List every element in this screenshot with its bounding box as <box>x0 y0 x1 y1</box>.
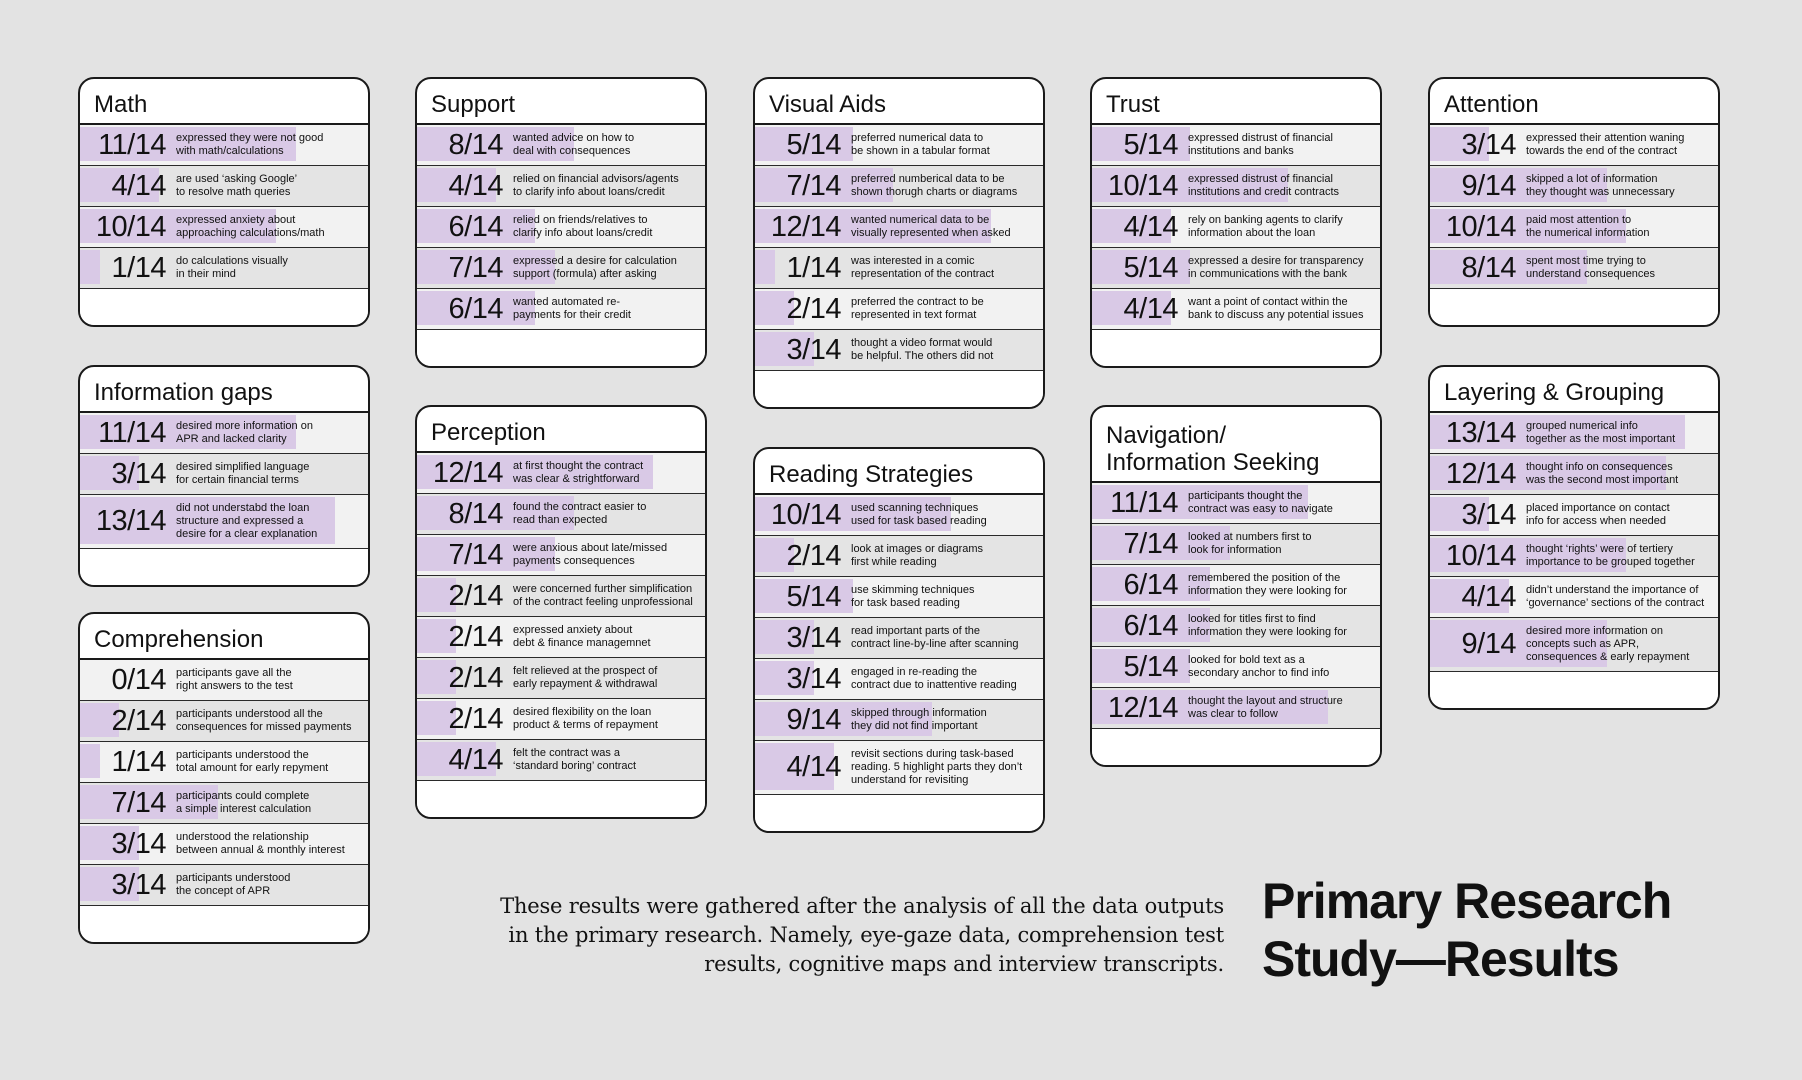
card-visual-aids <box>753 77 1045 409</box>
result-count: 7/14 <box>448 538 503 571</box>
result-description: wanted numerical data to be visually represented when asked <box>851 214 1011 239</box>
result-count: 8/14 <box>448 128 503 161</box>
result-count: 2/14 <box>786 292 841 325</box>
card-title: Support <box>417 79 705 125</box>
result-row <box>1430 207 1718 248</box>
result-description: were anxious about late/missed payments consequences <box>513 542 668 567</box>
result-description: thought ‘rights’ were of tertiery importance to be grouped together <box>1526 543 1695 568</box>
result-description: did not understabd the loan structure and expressed a desire for a clear explanation <box>176 502 318 540</box>
result-row <box>1092 125 1380 166</box>
result-count: 3/14 <box>111 868 166 901</box>
result-description: participants understood all the consequences for missed payments <box>176 708 352 733</box>
result-row <box>1092 524 1380 565</box>
result-count: 13/14 <box>95 505 166 537</box>
result-row <box>755 248 1043 289</box>
result-description: preferred numerical data to be shown in a tabular format <box>851 132 990 157</box>
result-description: thought the layout and structure was clear to follow <box>1188 695 1343 720</box>
result-row <box>417 125 705 166</box>
result-count: 3/14 <box>786 333 841 366</box>
result-row <box>80 865 368 906</box>
result-description: paid most attention to the numerical information <box>1526 214 1650 239</box>
result-count: 2/14 <box>448 661 503 694</box>
result-row <box>1092 207 1380 248</box>
card-title: Reading Strategies <box>755 449 1043 495</box>
result-count: 3/14 <box>786 621 841 654</box>
card-navigation-information-seeking <box>1090 405 1382 767</box>
result-row <box>1430 618 1718 672</box>
card-rows <box>417 453 705 781</box>
card-title: Attention <box>1430 79 1718 125</box>
result-count: 7/14 <box>786 169 841 202</box>
result-count: 4/14 <box>1461 580 1516 613</box>
result-row <box>755 207 1043 248</box>
result-row <box>755 618 1043 659</box>
result-description: rely on banking agents to clarify information about the loan <box>1188 214 1343 239</box>
result-description: felt relieved at the prospect of early repayment & withdrawal <box>513 665 658 690</box>
card-math <box>78 77 370 327</box>
result-count: 7/14 <box>448 251 503 284</box>
result-count: 10/14 <box>1445 210 1516 243</box>
result-row <box>1092 647 1380 688</box>
result-description: desired more information on concepts such as APR, consequences & early repayment <box>1526 625 1690 663</box>
result-count: 3/14 <box>786 662 841 695</box>
result-row <box>417 207 705 248</box>
result-count: 2/14 <box>448 702 503 735</box>
card-footer-space <box>80 289 368 325</box>
result-description: wanted advice on how to deal with consequences <box>513 132 635 157</box>
result-count: 11/14 <box>98 128 166 161</box>
result-row <box>1430 125 1718 166</box>
result-row <box>755 577 1043 618</box>
result-row <box>1430 248 1718 289</box>
result-count: 4/14 <box>448 743 503 776</box>
result-description: didn’t understand the importance of ‘governance’ sections of the contract <box>1526 584 1705 609</box>
result-description: looked at numbers first to look for information <box>1188 531 1312 556</box>
card-footer-space <box>80 549 368 585</box>
result-row <box>1092 688 1380 729</box>
card-attention <box>1428 77 1720 327</box>
result-description: desired simplified language for certain financial terms <box>176 461 310 486</box>
result-row <box>80 125 368 166</box>
result-row <box>755 536 1043 577</box>
result-description: relied on financial advisors/agents to clarify info about loans/credit <box>513 173 679 198</box>
result-row <box>755 330 1043 371</box>
card-title: Trust <box>1092 79 1380 125</box>
result-count: 5/14 <box>786 580 841 613</box>
result-count: 2/14 <box>111 704 166 737</box>
result-count: 3/14 <box>111 827 166 860</box>
result-count: 6/14 <box>1123 568 1178 601</box>
result-description: thought info on consequences was the second most important <box>1526 461 1679 486</box>
result-description: revisit sections during task-based reading. 5 highlight parts they don’t understand for revisiting <box>851 748 1023 786</box>
result-description: participants understood the concept of APR <box>176 872 291 897</box>
result-row <box>1430 413 1718 454</box>
result-description: participants understood the total amount for early repyment <box>176 749 329 774</box>
result-row <box>80 207 368 248</box>
result-count: 2/14 <box>448 579 503 612</box>
result-count: 12/14 <box>1445 457 1516 490</box>
card-rows <box>1430 125 1718 289</box>
result-row <box>1430 495 1718 536</box>
card-footer-space <box>417 781 705 817</box>
result-count: 9/14 <box>1461 628 1516 660</box>
card-information-gaps <box>78 365 370 587</box>
card-perception <box>415 405 707 819</box>
card-title: Math <box>80 79 368 125</box>
result-row <box>1092 483 1380 524</box>
result-row <box>80 166 368 207</box>
result-description: use skimming techniques for task based reading <box>851 584 975 609</box>
result-row <box>80 495 368 549</box>
result-row <box>80 824 368 865</box>
result-count: 4/14 <box>111 169 166 202</box>
result-description: participants thought the contract was easy to navigate <box>1188 490 1333 515</box>
result-row <box>1092 166 1380 207</box>
card-rows <box>755 495 1043 795</box>
result-description: expressed anxiety about approaching calculations/math <box>176 214 325 239</box>
result-count: 3/14 <box>111 457 166 490</box>
result-count: 8/14 <box>1461 251 1516 284</box>
result-description: was interested in a comic representation of the contract <box>851 255 995 280</box>
result-row <box>755 289 1043 330</box>
card-rows <box>755 125 1043 371</box>
card-footer-space <box>755 795 1043 831</box>
result-count: 12/14 <box>432 456 503 489</box>
result-count: 8/14 <box>448 497 503 530</box>
result-description: relied on friends/relatives to clarify info about loans/credit <box>513 214 653 239</box>
result-description: want a point of contact within the bank to discuss any potential issues <box>1188 296 1364 321</box>
card-title: Visual Aids <box>755 79 1043 125</box>
result-description: skipped a lot of information they thought was unnecessary <box>1526 173 1675 198</box>
result-row <box>755 495 1043 536</box>
result-count: 6/14 <box>448 210 503 243</box>
result-count: 4/14 <box>786 751 841 783</box>
card-comprehension <box>78 612 370 944</box>
card-title: Perception <box>417 407 705 453</box>
result-count: 10/14 <box>770 498 841 531</box>
result-row <box>755 166 1043 207</box>
result-count: 6/14 <box>1123 609 1178 642</box>
result-count: 3/14 <box>1461 128 1516 161</box>
card-footer-space <box>1092 729 1380 765</box>
result-row <box>80 413 368 454</box>
result-row <box>755 700 1043 741</box>
card-rows <box>417 125 705 330</box>
result-description: look at images or diagrams first while reading <box>851 543 984 568</box>
result-row <box>417 658 705 699</box>
card-footer-space <box>1430 672 1718 708</box>
result-count: 13/14 <box>1445 416 1516 449</box>
card-reading-strategies <box>753 447 1045 833</box>
result-row <box>755 741 1043 795</box>
card-rows <box>1430 413 1718 672</box>
card-title: Comprehension <box>80 614 368 660</box>
card-support <box>415 77 707 368</box>
result-count: 5/14 <box>1123 650 1178 683</box>
result-row <box>1430 166 1718 207</box>
result-row <box>1092 248 1380 289</box>
result-count: 11/14 <box>98 416 166 449</box>
result-count: 9/14 <box>1461 169 1516 202</box>
result-row <box>1430 577 1718 618</box>
result-description: expressed distrust of financial institutions and banks <box>1188 132 1333 157</box>
result-row <box>1430 536 1718 577</box>
result-row <box>1092 289 1380 330</box>
result-row <box>417 740 705 781</box>
result-description: understood the relationship between annual & monthly interest <box>176 831 345 856</box>
card-rows <box>80 125 368 289</box>
result-count: 9/14 <box>786 703 841 736</box>
result-description: grouped numerical info together as the most important <box>1526 420 1676 445</box>
result-count: 10/14 <box>1445 539 1516 572</box>
result-count: 4/14 <box>448 169 503 202</box>
card-footer-space <box>1092 330 1380 366</box>
result-row <box>417 248 705 289</box>
result-row <box>417 289 705 330</box>
result-row <box>80 783 368 824</box>
result-row <box>417 453 705 494</box>
result-description: looked for bold text as a secondary anchor to find info <box>1188 654 1330 679</box>
result-description: are used ‘asking Google’ to resolve math queries <box>176 173 298 198</box>
result-count: 12/14 <box>770 210 841 243</box>
card-rows <box>1092 125 1380 330</box>
result-row <box>80 701 368 742</box>
result-row <box>1430 454 1718 495</box>
result-count: 0/14 <box>111 663 166 696</box>
result-description: participants gave all the right answers to the test <box>176 667 293 692</box>
result-description: looked for titles first to find information they were looking for <box>1188 613 1347 638</box>
result-count: 4/14 <box>1123 292 1178 325</box>
result-description: engaged in re-reading the contract due to inattentive reading <box>851 666 1017 691</box>
result-description: felt the contract was a ‘standard boring’ contract <box>513 747 637 772</box>
result-count: 5/14 <box>786 128 841 161</box>
result-count: 12/14 <box>1107 691 1178 724</box>
card-title: Information gaps <box>80 367 368 413</box>
result-description: skipped through information they did not find important <box>851 707 987 732</box>
card-layering-grouping <box>1428 365 1720 710</box>
card-footer-space <box>1430 289 1718 325</box>
result-row <box>417 494 705 535</box>
result-row <box>80 742 368 783</box>
result-row <box>80 660 368 701</box>
result-count: 2/14 <box>448 620 503 653</box>
result-description: expressed distrust of financial institutions and credit contracts <box>1188 173 1340 198</box>
card-rows <box>80 660 368 906</box>
card-footer-space <box>417 330 705 366</box>
page-title: Primary Research Study—Results <box>1262 873 1672 987</box>
result-row <box>417 617 705 658</box>
card-footer-space <box>80 906 368 942</box>
result-description: preferred numberical data to be shown thorugh charts or diagrams <box>851 173 1018 198</box>
result-row <box>755 125 1043 166</box>
result-description: wanted automated re- payments for their credit <box>513 296 631 321</box>
result-count: 6/14 <box>448 292 503 325</box>
result-description: desired flexibility on the loan product & terms of repayment <box>513 706 658 731</box>
result-description: expressed a desire for transparency in communications with the bank <box>1188 255 1364 280</box>
result-count: 3/14 <box>1461 498 1516 531</box>
result-count: 5/14 <box>1123 128 1178 161</box>
result-count: 10/14 <box>95 210 166 243</box>
result-row <box>1092 606 1380 647</box>
card-title: Navigation/ Information Seeking <box>1092 407 1380 483</box>
card-trust <box>1090 77 1382 368</box>
card-title: Layering & Grouping <box>1430 367 1718 413</box>
result-description: found the contract easier to read than expected <box>513 501 647 526</box>
result-description: desired more information on APR and lacked clarity <box>176 420 313 445</box>
result-count: 1/14 <box>111 251 166 284</box>
card-footer-space <box>755 371 1043 407</box>
study-description: These results were gathered after the analysis of all the data outputs in the primary research. Namely, eye-gaze data, comprehension test results, cognitive maps and interview transcripts. <box>500 894 1224 976</box>
result-count: 5/14 <box>1123 251 1178 284</box>
result-row <box>417 576 705 617</box>
result-description: expressed they were not good with math/calculations <box>176 132 324 157</box>
result-description: at first thought the contract was clear & strightforward <box>513 460 644 485</box>
result-count: 1/14 <box>111 745 166 778</box>
result-description: remembered the position of the information they were looking for <box>1188 572 1347 597</box>
result-description: participants could complete a simple interest calculation <box>176 790 312 815</box>
result-count: 1/14 <box>786 251 841 284</box>
result-row <box>80 248 368 289</box>
result-description: read important parts of the contract line-by-line after scanning <box>851 625 1019 650</box>
result-description: expressed anxiety about debt & finance managemnet <box>513 624 651 649</box>
result-count: 11/14 <box>1110 486 1178 519</box>
result-description: spent most time trying to understand consequences <box>1526 255 1656 280</box>
result-description: preferred the contract to be represented in text format <box>851 296 984 321</box>
result-count: 2/14 <box>786 539 841 572</box>
result-description: placed importance on contact info for access when needed <box>1526 502 1670 527</box>
result-description: do calculations visually in their mind <box>176 255 288 280</box>
card-rows <box>80 413 368 549</box>
result-count: 7/14 <box>111 786 166 819</box>
result-row <box>755 659 1043 700</box>
result-description: were concerned further simplification of the contract feeling unprofessional <box>513 583 693 608</box>
result-description: expressed a desire for calculation support (formula) after asking <box>513 255 677 280</box>
result-row <box>1092 565 1380 606</box>
result-count: 7/14 <box>1123 527 1178 560</box>
result-row <box>417 166 705 207</box>
result-row <box>80 454 368 495</box>
result-row <box>417 535 705 576</box>
result-row <box>417 699 705 740</box>
card-rows <box>1092 483 1380 729</box>
result-description: thought a video format would be helpful. The others did not <box>851 337 994 362</box>
result-description: expressed their attention waning towards the end of the contract <box>1526 132 1685 157</box>
result-count: 10/14 <box>1107 169 1178 202</box>
result-count: 4/14 <box>1123 210 1178 243</box>
result-description: used scanning techniques used for task based reading <box>851 502 987 527</box>
